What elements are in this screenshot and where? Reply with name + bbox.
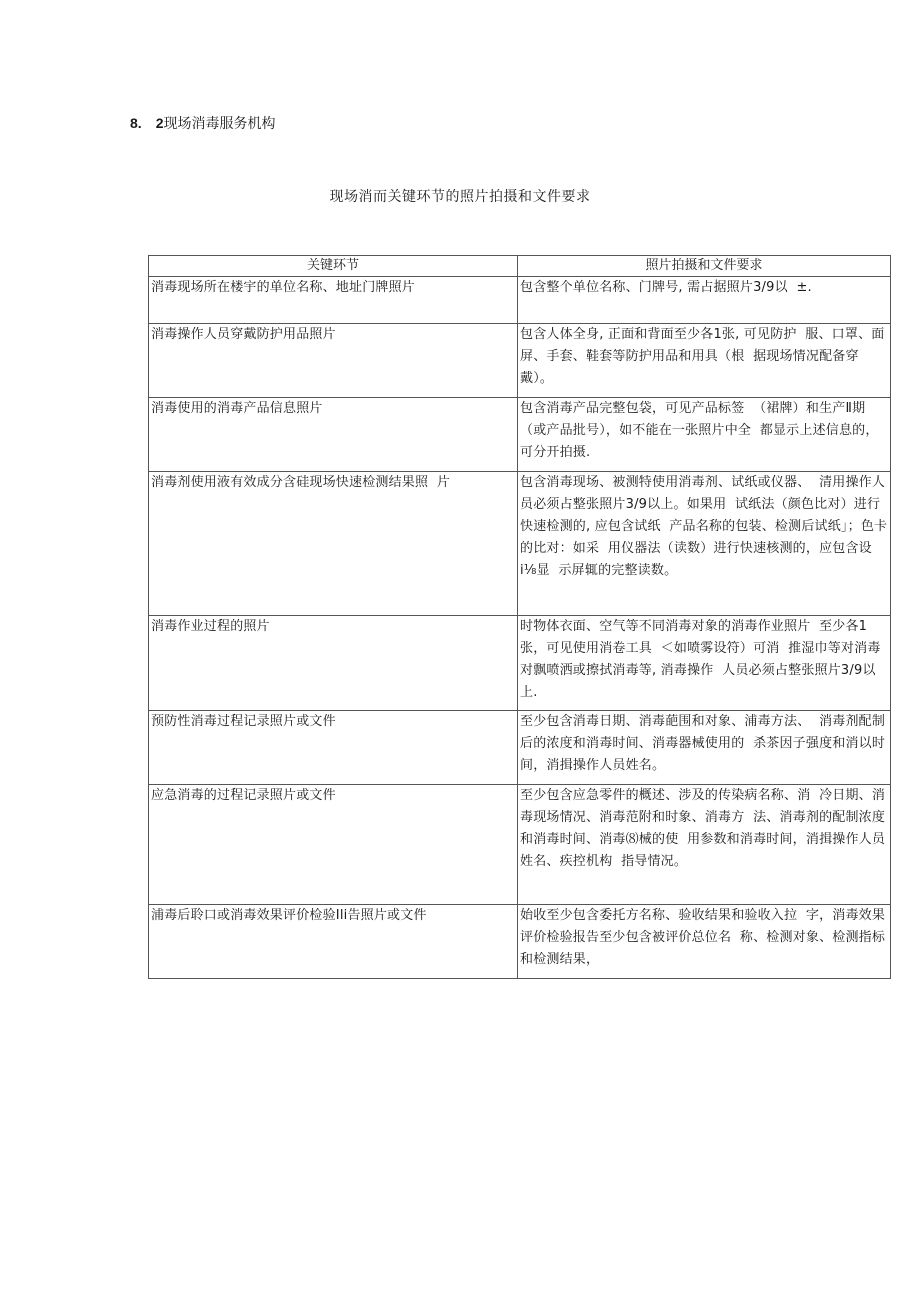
- table-row: [149, 472, 891, 616]
- requirement-cell: 至少包含消毒日期、消毒葩围和对象、浦毒方法、 消毒剂配制后的浓度和消毒时间、消毒器械使用的 杀茶因子强度和消以时间，消揖操作人员姓名。: [518, 711, 891, 785]
- step-cell: 应急消毒的过程记录照片或文件: [149, 785, 518, 905]
- table-row: [149, 711, 891, 785]
- table-row: [149, 398, 891, 472]
- section-heading: [130, 114, 275, 133]
- requirement-cell: 始收至少包含委托方名称、验收结果和验收入拉 字，消毒效果评价检验报告至少包含被评价总位名 称、检测对象、检测指标和检测结果，: [518, 905, 891, 979]
- requirement-cell: 包含人体全身, 正面和背面至少各1张, 可见防护 服、口罩、面屏、手套、鞋套等防护用品和用具（根 据现场情况配备穿戴）。: [518, 324, 891, 398]
- section-number: 8.: [130, 115, 142, 131]
- requirements-table: [148, 255, 891, 979]
- step-cell: 浦毒后聆口或消毒效果评价检验Ili告照片或文件: [149, 905, 518, 979]
- requirement-cell: 时物体衣面、空气等不同消毒对象的消毒作业照片 至少各1张，可见使用消卷工具 ＜如喷雾设符）可消 推湿巾等对消毒对飘喷洒或擦拭消毒等, 消毒操作 人员必须占整张照片3/9以上.: [518, 616, 891, 711]
- step-cell: 消毒使用的消毒产品信息照片: [149, 398, 518, 472]
- header-key-step: 关键环节: [149, 256, 518, 277]
- step-cell: 消毒现场所在楼宇的单位名称、地址门牌照片: [149, 277, 518, 324]
- step-cell: 消毒操作人员穿戴防护用品照片: [149, 324, 518, 398]
- requirement-cell: 至少包含应急零件的概述、涉及的传染病名称、消 冷日期、消毒现场情况、消毒范附和时象、消毒方 法、消毒剂的配制浓度和消毒时间、消毒⑻械的使 用参数和消毒时间，消揖操作人员姓名、疾控机构 指导情况。: [518, 785, 891, 905]
- table-header-row: [149, 256, 891, 277]
- requirement-cell: 包含消毒现场、被测特使用消毒剂、试纸或仪器、 清用操作人员必须占整张照片3/9以上。如果用 试纸法（颜色比对）进行快速检测的, 应包含试纸 产品名称的包装、检测后试纸」；色卡的比对：如采 用仪器法（读数）进行快速核测的，应包含设i⅛显 示屏辄的完整读数。: [518, 472, 891, 616]
- step-cell: 消毒作业过程的照片: [149, 616, 518, 711]
- step-cell: 预防性消毒过程记录照片或文件: [149, 711, 518, 785]
- table-row: [149, 785, 891, 905]
- header-requirement: 照片拍摄和文件要求: [518, 256, 891, 277]
- requirement-cell: 包含整个单位名称、门牌号, 需占据照片3/9以 ±.: [518, 277, 891, 324]
- requirement-cell: 包含消毒产品完整包袋，可见产品标签 （裙牌）和生产Ⅱ期（或产品批号），如不能在一张照片中全 都显示上述信息的，可分开拍摄.: [518, 398, 891, 472]
- table-row: [149, 277, 891, 324]
- table-row: [149, 616, 891, 711]
- table-row: [149, 905, 891, 979]
- section-subnumber: 2: [155, 115, 164, 131]
- step-cell: 消毒剂使用液有效成分含硅现场快速检测结果照 片: [149, 472, 518, 616]
- section-title: 现场消毒服务机构: [163, 116, 276, 132]
- table-title: 现场消而关键环节的照片拍摄和文件要求: [329, 189, 591, 205]
- table-row: [149, 324, 891, 398]
